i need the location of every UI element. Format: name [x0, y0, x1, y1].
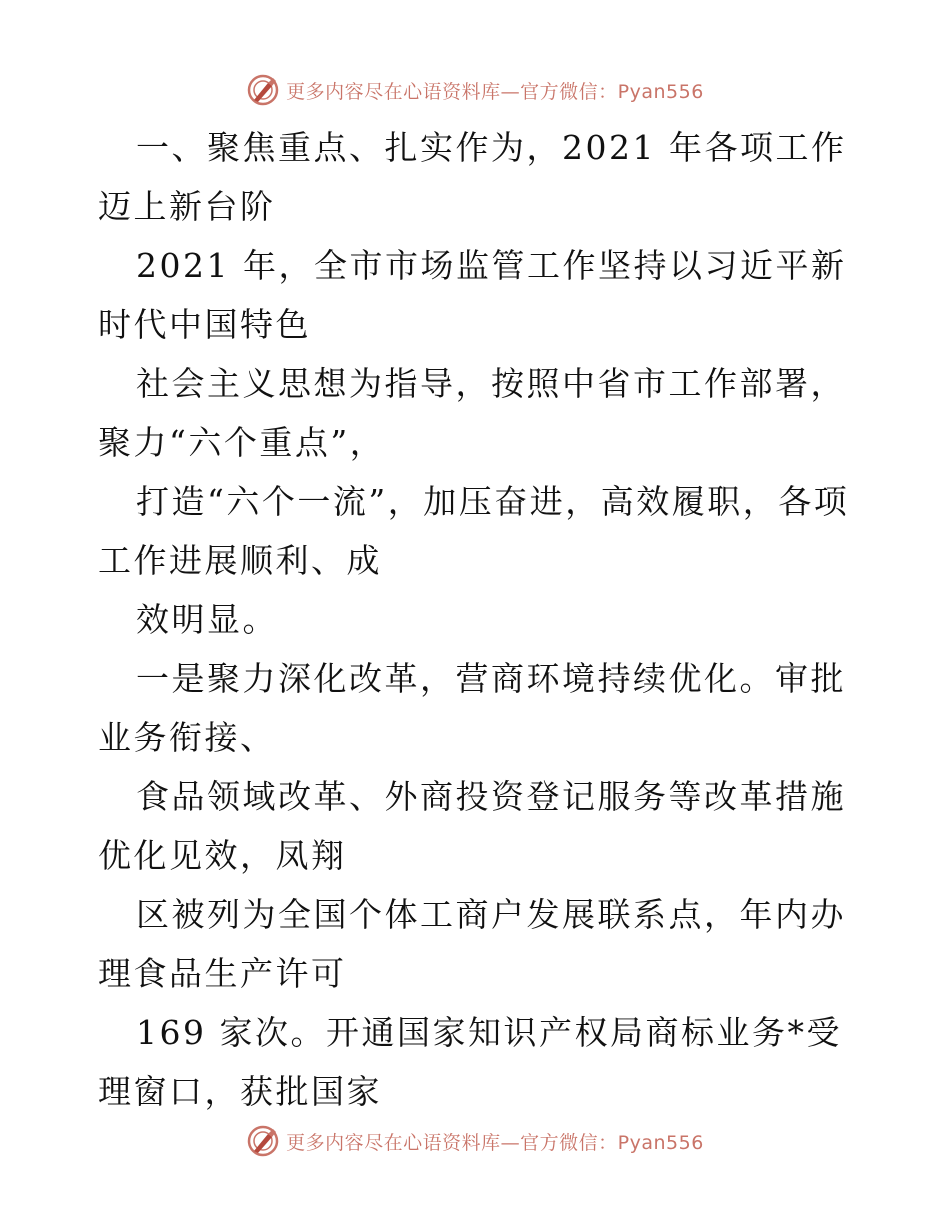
- paragraph: 区被列为全国个体工商户发展联系点，年内办理食品生产许可: [98, 895, 846, 993]
- watermark-text: 更多内容尽在心语资料库—官方微信：: [286, 80, 618, 103]
- paragraph: 一是聚力深化改革，营商环境持续优化。审批业务衔接、: [98, 659, 846, 757]
- paragraph: 食品领域改革、外商投资登记服务等改革措施优化见效，凤翔: [98, 777, 846, 875]
- paragraph: 2021 年，全市市场监管工作坚持以习近平新时代中国特色: [98, 246, 847, 344]
- watermark-wechat-id: Pyan556: [617, 80, 704, 103]
- document-body: [98, 118, 858, 1121]
- paragraph: 打造“六个一流”，加压奋进，高效履职，各项工作进展顺利、成: [98, 482, 850, 580]
- header-watermark: [0, 70, 950, 110]
- footer-watermark: [0, 1121, 950, 1161]
- watermark-text: 更多内容尽在心语资料库—官方微信：: [286, 1131, 618, 1154]
- paragraph: 效明显。: [136, 600, 278, 639]
- paragraph: 169 家次。开通国家知识产权局商标业务*受理窗口，获批国家: [98, 1013, 842, 1111]
- paragraph: 一、聚焦重点、扎实作为，2021 年各项工作迈上新台阶: [98, 128, 847, 226]
- pen-nib-seal-icon: [246, 1124, 280, 1158]
- pen-nib-seal-icon: [246, 73, 280, 107]
- paragraph: 社会主义思想为指导，按照中省市工作部署，聚力“六个重点”，: [98, 364, 846, 462]
- watermark-wechat-id: Pyan556: [617, 1131, 704, 1154]
